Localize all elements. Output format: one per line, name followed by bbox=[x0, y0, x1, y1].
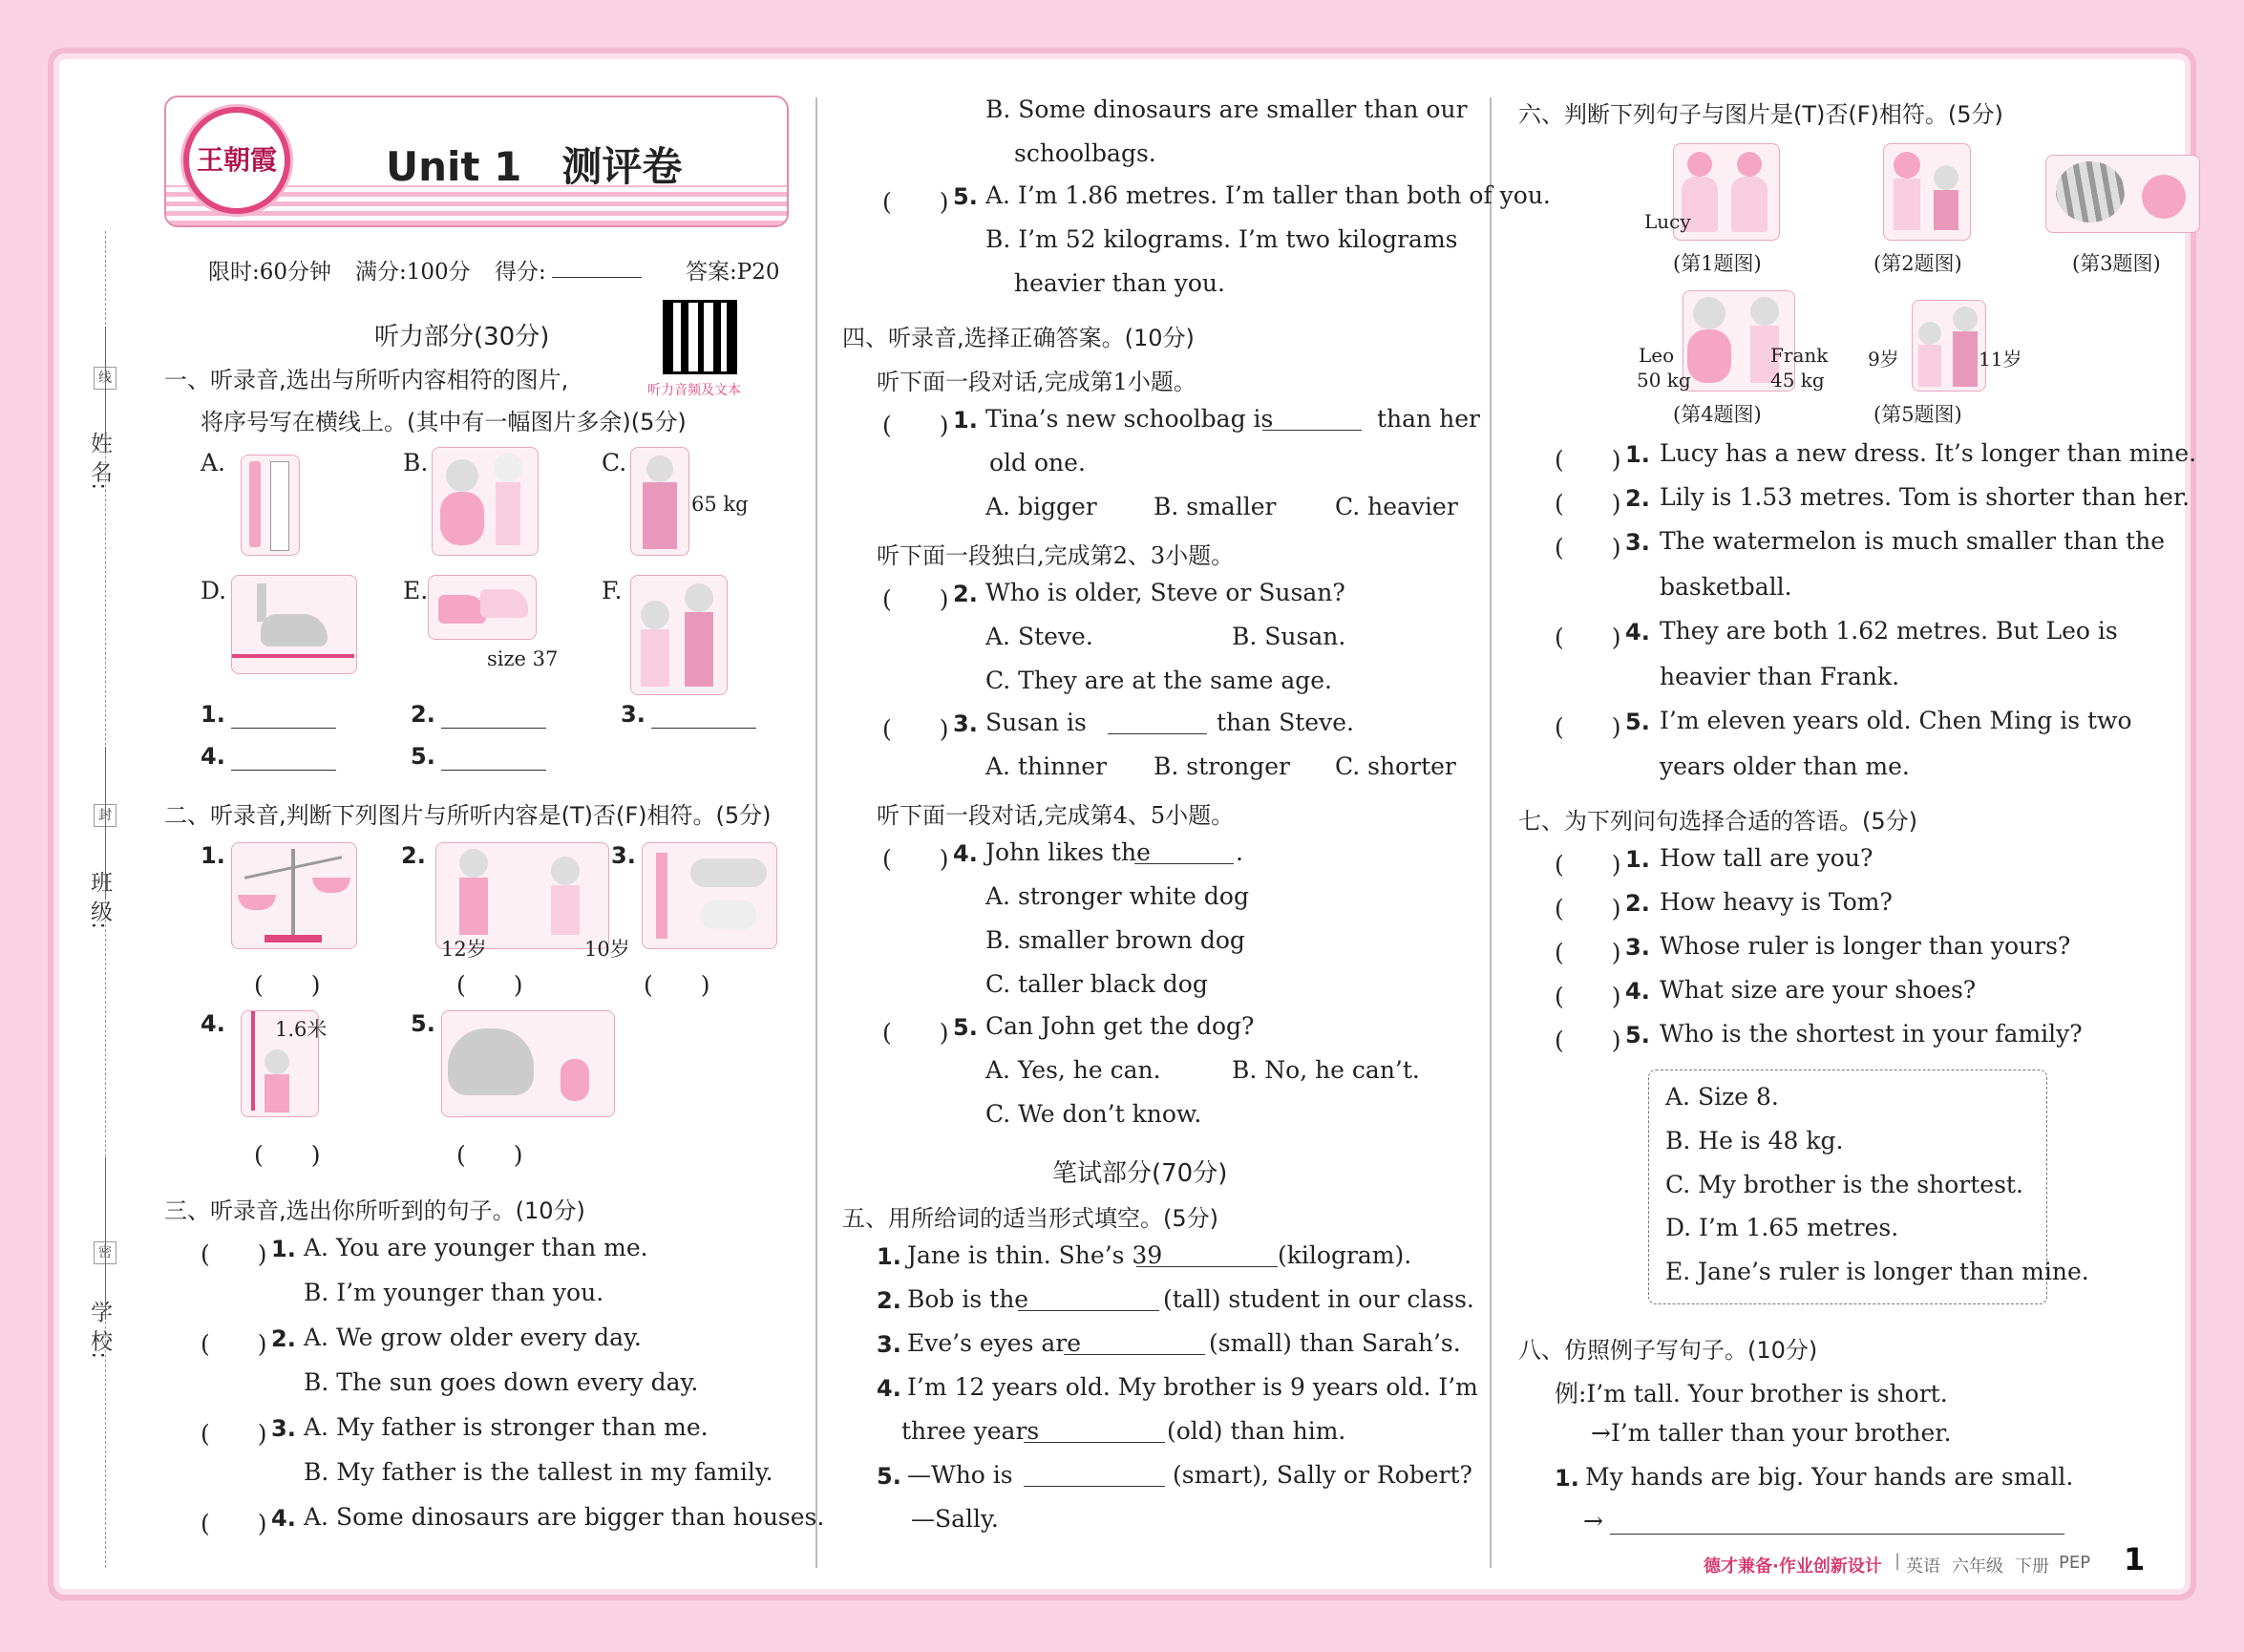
section3-title: 三、听录音,选出你所听到的句子。(10分) bbox=[164, 1197, 585, 1224]
s5-q4-cont-pre: three years bbox=[901, 1417, 1040, 1445]
s4-q4-option-a: A. stronger white dog bbox=[985, 882, 1249, 910]
s1-pic-c-caption: 65 kg bbox=[691, 493, 749, 516]
s7-q3-text: Whose ruler is longer than yours? bbox=[1660, 932, 2071, 960]
s3-num-1: 1. bbox=[271, 1236, 296, 1262]
s3-q2-option-a: A. We grow older every day. bbox=[304, 1324, 642, 1351]
s3-num-4: 4. bbox=[271, 1505, 296, 1532]
s2-paren-5[interactable]: ( ) bbox=[456, 1141, 523, 1169]
s1-answer-blank-4[interactable] bbox=[231, 770, 336, 771]
s5-q1-blank[interactable] bbox=[1136, 1266, 1278, 1267]
s3-q4-option-b-line1: B. Some dinosaurs are smaller than our bbox=[985, 95, 1468, 123]
s6-q4-text-line1: They are both 1.62 metres. But Leo is bbox=[1660, 617, 2118, 645]
s6-num-4: 4. bbox=[1625, 619, 1650, 646]
s1-pic-e-caption: size 37 bbox=[487, 647, 559, 670]
s7-paren-3[interactable]: ( ) bbox=[1555, 939, 1621, 966]
s7-q5-text: Who is the shortest in your family? bbox=[1660, 1020, 2083, 1048]
s6-q4-text-line2: heavier than Frank. bbox=[1660, 663, 1900, 690]
footer-brand: 德才兼备·作业创新设计 bbox=[1704, 1557, 1882, 1577]
s6-num-3: 3. bbox=[1625, 529, 1650, 556]
footer-term: 下册 bbox=[2015, 1557, 2049, 1577]
s3-num-3: 3. bbox=[271, 1415, 296, 1442]
footer-subject: 英语 bbox=[1906, 1557, 1940, 1577]
s5-q2-post: (tall) student in our class. bbox=[1163, 1285, 1474, 1313]
s6-pic1-caption: (第1题图) bbox=[1673, 252, 1762, 275]
shoes-picture bbox=[428, 575, 537, 640]
s5-q5-pre: —Who is bbox=[907, 1461, 1013, 1489]
s4-num-4: 4. bbox=[953, 840, 978, 867]
qr-code[interactable] bbox=[663, 300, 737, 374]
s4-q5-option-c: C. We don’t know. bbox=[985, 1100, 1202, 1128]
s4-q4-blank[interactable] bbox=[1134, 863, 1234, 864]
s1-blank-label-5: 5. bbox=[411, 743, 435, 770]
s4-q4-option-b: B. smaller brown dog bbox=[985, 926, 1245, 954]
column-divider-1 bbox=[815, 97, 817, 1568]
s3-q3-option-a: A. My father is stronger than me. bbox=[304, 1413, 709, 1441]
s6-pic5-caption: (第5题图) bbox=[1874, 403, 1962, 426]
s7-paren-1[interactable]: ( ) bbox=[1555, 851, 1621, 879]
s4-paren-4[interactable]: ( ) bbox=[882, 845, 949, 873]
s2-paren-3[interactable]: ( ) bbox=[644, 971, 710, 999]
s5-q2-blank[interactable] bbox=[1018, 1310, 1159, 1311]
s2-pic2-age-left: 12岁 bbox=[441, 938, 487, 961]
s6-pic4-label-frank: Frank bbox=[1770, 344, 1829, 367]
s4-q5-option-a: A. Yes, he can. bbox=[985, 1056, 1161, 1084]
s3-q3-option-b: B. My father is the tallest in my family. bbox=[304, 1458, 773, 1486]
s5-num-5: 5. bbox=[877, 1463, 901, 1490]
s4-q5-text: Can John get the dog? bbox=[985, 1012, 1255, 1040]
s7-q1-text: How tall are you? bbox=[1660, 844, 1874, 872]
s1-blank-label-3: 3. bbox=[621, 701, 646, 728]
s2-num-2: 2. bbox=[401, 842, 426, 869]
s7-option-e: E. Jane’s ruler is longer than mine. bbox=[1665, 1258, 2089, 1285]
s6-pic3-caption: (第3题图) bbox=[2072, 252, 2161, 275]
s4-q2-option-b: B. Susan. bbox=[1232, 623, 1346, 650]
s5-num-1: 1. bbox=[877, 1243, 901, 1270]
binding-tag-line: 线 bbox=[94, 367, 116, 390]
s3-q5-option-b-line1: B. I’m 52 kilograms. I’m two kilograms bbox=[985, 225, 1458, 253]
s4-q4-period: . bbox=[1236, 838, 1243, 866]
s4-q2-option-c: C. They are at the same age. bbox=[985, 667, 1332, 694]
s7-option-c: C. My brother is the shortest. bbox=[1665, 1171, 2023, 1198]
s8-q1-answer-line[interactable] bbox=[1610, 1534, 2064, 1535]
s7-num-3: 3. bbox=[1625, 934, 1650, 961]
s5-q3-pre: Eve’s eyes are bbox=[907, 1329, 1082, 1357]
s8-q1-arrow: → bbox=[1583, 1507, 1603, 1535]
s3-q5-option-a: A. I’m 1.86 metres. I’m taller than both of you. bbox=[985, 181, 1551, 209]
school-blank-line bbox=[105, 1157, 106, 1320]
footer-edition: PEP bbox=[2059, 1553, 2091, 1573]
s4-intro-1: 听下面一段对话,完成第1小题。 bbox=[877, 369, 1196, 395]
section5-title: 五、用所给词的适当形式填空。(5分) bbox=[842, 1205, 1218, 1232]
written-heading: 笔试部分(70分) bbox=[1052, 1159, 1228, 1188]
s1-answer-blank-3[interactable] bbox=[651, 728, 756, 729]
s5-num-3: 3. bbox=[877, 1331, 901, 1358]
class-label: 班 级: bbox=[87, 871, 112, 930]
s7-paren-2[interactable]: ( ) bbox=[1555, 895, 1621, 922]
s4-q1-text-c: old one. bbox=[989, 449, 1086, 477]
school-label: 学 校: bbox=[87, 1301, 112, 1360]
s6-num-1: 1. bbox=[1625, 441, 1650, 468]
s2-num-3: 3. bbox=[611, 842, 636, 869]
s8-example-line1: 例:I’m tall. Your brother is short. bbox=[1555, 1380, 1948, 1408]
s4-q3-blank[interactable] bbox=[1108, 733, 1207, 734]
logo-text: 王朝霞 bbox=[196, 144, 277, 176]
s3-paren-2[interactable]: ( ) bbox=[201, 1330, 267, 1358]
s7-option-b: B. He is 48 kg. bbox=[1665, 1127, 1844, 1154]
s7-q2-text: How heavy is Tom? bbox=[1660, 888, 1893, 916]
s7-num-5: 5. bbox=[1625, 1022, 1650, 1048]
s6-q3-text-line2: basketball. bbox=[1660, 573, 1792, 601]
s6-paren-2[interactable]: ( ) bbox=[1555, 490, 1621, 518]
title-box bbox=[164, 95, 789, 227]
s6-pic4-caption: (第4题图) bbox=[1673, 403, 1762, 426]
answer-ref: 答案:P20 bbox=[686, 260, 780, 285]
section2-title: 二、听录音,判断下列图片与所听内容是(T)否(F)相符。(5分) bbox=[164, 802, 772, 829]
s3-num-5: 5. bbox=[953, 183, 978, 210]
s1-pic-letter-a: A. bbox=[201, 449, 226, 477]
s4-paren-2[interactable]: ( ) bbox=[882, 585, 949, 613]
s7-option-d: D. I’m 1.65 metres. bbox=[1665, 1214, 1899, 1241]
s6-pic2-children bbox=[1883, 143, 1971, 241]
s3-q1-option-b: B. I’m younger than you. bbox=[304, 1279, 604, 1306]
s4-paren-5[interactable]: ( ) bbox=[882, 1019, 949, 1047]
s3-q4-option-a: A. Some dinosaurs are bigger than houses. bbox=[304, 1503, 825, 1531]
s8-q1-text: My hands are big. Your hands are small. bbox=[1585, 1463, 2074, 1491]
s7-q4-text: What size are your shoes? bbox=[1660, 976, 1977, 1004]
s6-q5-text-line2: years older than me. bbox=[1660, 752, 1910, 780]
s5-num-4: 4. bbox=[877, 1375, 901, 1402]
s6-pic4-label-frank-weight: 45 kg bbox=[1770, 369, 1825, 392]
s4-q1-option-c: C. heavier bbox=[1335, 493, 1458, 520]
s6-pic1-label: Lucy bbox=[1644, 210, 1691, 233]
s3-paren-5[interactable]: ( ) bbox=[882, 188, 949, 216]
s3-paren-4[interactable]: ( ) bbox=[201, 1510, 267, 1537]
full-score: 满分:100分 bbox=[355, 260, 471, 285]
s4-q2-option-a: A. Steve. bbox=[985, 623, 1093, 650]
ruler-pencil-picture bbox=[241, 455, 300, 556]
s5-q3-blank[interactable] bbox=[1064, 1354, 1205, 1355]
s6-q5-text-line1: I’m eleven years old. Chen Ming is two bbox=[1660, 707, 2132, 734]
brand-logo bbox=[183, 107, 290, 214]
time-limit: 限时:60分钟 bbox=[208, 260, 332, 285]
s1-blank-label-4: 4. bbox=[201, 743, 225, 770]
binding-strip bbox=[59, 59, 136, 1589]
s4-paren-1[interactable]: ( ) bbox=[882, 412, 949, 439]
worksheet-page: 姓 名: 班 级: 学 校: 线 封 密 王朝霞 Unit 1 测评卷 限时:60分钟 满分:100分 得分: 答案:P20 听力部分(30分) 听力音频及文本 一、听录音,选出与所听内容相符的图片, 将序号写在横线上。(其中有一幅图片多余)(5分) A. B. C. 65 kg D. E. size 37 F. 1. 2. 3. 4. 5. 二、听录音,判断下列图片与所听内容是(T)否(F)相符。(5分) 1. ( ) 2. 12岁 10岁 ( ) 3. ( ) 4. 1.6米 ( ) 5. ( ) 三、听录音,选出你所听到的句子。(10分) ( ) 1. A. You are younger than me. B. I’m younger than you. ( ) 2. A. We grow older every day. B. The sun goes down every day. ( ) 3. A. My father is stronger than me. B. My father is the tallest in my family. ( ) 4. A. Some dinosaurs are bigger than houses. B. Some dinosaurs are smaller than our schoolbags. ( ) 5. A. I’m 1.86 metres. I’m taller than both of you. B. I’m 52 kilograms. I’m two kilograms heavier than you. 四、听录音,选择正确答案。(10分) 听下面一段对话,完成第1小题。 ( ) 1. Tina’s new schoolbag is than her old one. A. bigger B. smaller C. heavier 听下面一段独白,完成第2、3小题。 ( ) 2. Who is older, Steve or Susan? A. Steve. B. Susan. C. They are at the same age. ( ) 3. Susan is than Steve. A. thinner B. stronger C. shorter 听下面一段对话,完成第4、5小题。 ( ) 4. John likes the . A. stronger white dog B. smaller brown dog C. taller black dog ( ) 5. Can John get the dog? A. Yes, he can. B. No, he can’t. C. We don’t know. 笔试部分(70分) 五、用所给词的适当形式填空。(5分) 1. Jane is thin. She’s 39 (kilogram). 2. Bob is the (tall) student in our class. 3. Eve’s eyes are (small) than Sarah’s. 4. I’m 12 years old. My brother is 9 years old. I’m three years (old) than him. 5. —Who is (smart), Sally or Robert? —Sally. 六、判断下列句子与图片是(T)否(F)相符。(5分) Lucy (第1题图) (第2题图) (第3题图) Leo 50 kg Frank 45 kg (第4题图) 9岁 11岁 (第5题图) ( ) 1. Lucy has a new dress. It’s longer than mine. ( ) 2. Lily is 1.53 metres. Tom is shorter than her. ( ) 3. The watermelon is much smaller than the basketball. ( ) 4. They are both 1.62 metres. But Leo is heavier than Frank. ( ) 5. I’m eleven years old. Chen Ming is two years older than me. 七、为下列问句选择合适的答语。(5分) ( ) 1. How tall are you? ( ) 2. How heavy is Tom? ( ) 3. Whose ruler is longer than yours? ( ) 4. What size are your shoes? ( ) 5. Who is the shortest in your family? A. Size 8. B. He is 48 kg. C. My brother is the shortest. D. I’m 1.65 metres. E. Jane’s ruler is longer than mine. 八、仿照例子写句子。(10分) 例:I’m tall. Your brother is short. →I’m taller than your brother. 1. My hands are big. Your hands are small. → 德才兼备·作业创新设计 | 英语 六年级 下册 PEP 1 bbox=[59, 59, 2185, 1589]
s6-pic5-boys bbox=[1912, 300, 1986, 392]
s1-pic-letter-f: F. bbox=[602, 577, 623, 604]
s1-pic-letter-b: B. bbox=[403, 449, 429, 477]
s6-num-2: 2. bbox=[1625, 485, 1650, 512]
s5-q4-blank[interactable] bbox=[1024, 1442, 1165, 1443]
s2-paren-2[interactable]: ( ) bbox=[456, 971, 523, 999]
s4-num-5: 5. bbox=[953, 1014, 978, 1041]
s4-q2-text: Who is older, Steve or Susan? bbox=[985, 579, 1345, 606]
class-blank-line bbox=[105, 747, 106, 900]
s1-answer-blank-2[interactable] bbox=[441, 728, 546, 729]
s4-q3-option-a: A. thinner bbox=[985, 752, 1108, 780]
s7-option-a: A. Size 8. bbox=[1665, 1083, 1779, 1111]
s2-num-1: 1. bbox=[201, 842, 225, 869]
s7-num-1: 1. bbox=[1625, 846, 1650, 873]
section6-title: 六、判断下列句子与图片是(T)否(F)相符。(5分) bbox=[1518, 101, 2003, 128]
s7-num-2: 2. bbox=[1625, 890, 1650, 917]
s1-answer-blank-1[interactable] bbox=[231, 728, 336, 729]
section7-title: 七、为下列问句选择合适的答语。(5分) bbox=[1518, 808, 1917, 835]
s6-pic4-label-leo: Leo bbox=[1639, 344, 1675, 367]
s4-q4-text: John likes the bbox=[985, 838, 1151, 866]
footer-grade: 六年级 bbox=[1952, 1557, 2003, 1577]
s6-pic3-watermelon-ball bbox=[2045, 155, 2200, 233]
s6-pic4-label-leo-weight: 50 kg bbox=[1637, 369, 1691, 392]
s5-q5-blank[interactable] bbox=[1024, 1486, 1165, 1487]
section4-title: 四、听录音,选择正确答案。(10分) bbox=[842, 325, 1195, 351]
s5-q4-pre: I’m 12 years old. My brother is 9 years old. I’m bbox=[907, 1373, 1478, 1401]
s3-q2-option-b: B. The sun goes down every day. bbox=[304, 1368, 699, 1396]
s4-num-2: 2. bbox=[953, 581, 978, 607]
score-label: 得分: bbox=[495, 260, 546, 285]
s4-q4-option-c: C. taller black dog bbox=[985, 970, 1208, 998]
s3-q4-option-b-line2: schoolbags. bbox=[1014, 139, 1156, 167]
dinosaur-picture bbox=[231, 575, 357, 674]
s4-q3-text-a: Susan is bbox=[985, 709, 1087, 736]
s4-q1-option-b: B. smaller bbox=[1154, 493, 1277, 520]
s2-pic2-age-right: 10岁 bbox=[584, 938, 630, 961]
s3-q1-option-a: A. You are younger than me. bbox=[304, 1234, 648, 1261]
binding-tag-seal: 封 bbox=[94, 804, 116, 827]
s2-paren-1[interactable]: ( ) bbox=[254, 971, 321, 999]
s6-num-5: 5. bbox=[1625, 709, 1650, 735]
s3-paren-3[interactable]: ( ) bbox=[201, 1420, 267, 1448]
elephant-monkey-picture bbox=[441, 1010, 615, 1117]
s3-q5-option-b-line2: heavier than you. bbox=[1014, 269, 1225, 297]
s5-q5-post: (smart), Sally or Robert? bbox=[1173, 1461, 1472, 1489]
s4-paren-3[interactable]: ( ) bbox=[882, 715, 949, 743]
binding-tag-secret: 密 bbox=[94, 1241, 116, 1264]
s4-num-3: 3. bbox=[953, 710, 978, 737]
s4-q1-text-a: Tina’s new schoolbag is bbox=[985, 405, 1274, 433]
score-blank[interactable] bbox=[552, 277, 642, 278]
s6-pic5-age-right: 11岁 bbox=[1979, 348, 2022, 371]
name-label: 姓 名: bbox=[87, 432, 112, 491]
qr-caption: 听力音频及文本 bbox=[647, 383, 741, 398]
s5-q5-answer: —Sally. bbox=[911, 1505, 999, 1533]
s6-paren-3[interactable]: ( ) bbox=[1555, 534, 1621, 561]
s8-example-line2: →I’m taller than your brother. bbox=[1591, 1419, 1952, 1447]
page-number: 1 bbox=[2124, 1541, 2146, 1578]
s6-pic5-age-left: 9岁 bbox=[1868, 348, 1899, 371]
boy-girl-picture bbox=[432, 447, 539, 556]
s2-pic4-height: 1.6米 bbox=[275, 1018, 328, 1041]
s4-q3-option-b: B. stronger bbox=[1154, 752, 1290, 780]
two-boys-picture bbox=[630, 575, 728, 695]
s6-pic2-caption: (第2题图) bbox=[1874, 252, 1962, 275]
s2-num-5: 5. bbox=[411, 1010, 435, 1037]
scale-picture bbox=[231, 842, 357, 949]
s4-q5-option-b: B. No, he can’t. bbox=[1232, 1056, 1420, 1084]
s6-paren-4[interactable]: ( ) bbox=[1555, 624, 1621, 651]
section1-title-line1: 一、听录音,选出与所听内容相符的图片, bbox=[164, 367, 569, 393]
section1-title-line2: 将序号写在横线上。(其中有一幅图片多余)(5分) bbox=[201, 409, 687, 435]
man-picture bbox=[630, 447, 689, 556]
s1-pic-letter-d: D. bbox=[201, 577, 227, 604]
s6-paren-5[interactable]: ( ) bbox=[1555, 713, 1621, 741]
listening-heading: 听力部分(30分) bbox=[374, 323, 550, 351]
s2-paren-4[interactable]: ( ) bbox=[254, 1141, 321, 1169]
s1-answer-blank-5[interactable] bbox=[441, 770, 546, 771]
s5-q2-pre: Bob is the bbox=[907, 1285, 1029, 1313]
s3-num-2: 2. bbox=[271, 1325, 296, 1352]
s4-q3-option-c: C. shorter bbox=[1335, 752, 1456, 780]
s5-q1-post: (kilogram). bbox=[1278, 1241, 1412, 1269]
giraffe-picture bbox=[642, 842, 777, 949]
s4-intro-3: 听下面一段对话,完成第4、5小题。 bbox=[877, 802, 1235, 829]
s5-num-2: 2. bbox=[877, 1287, 901, 1314]
s6-paren-1[interactable]: ( ) bbox=[1555, 446, 1621, 474]
s1-pic-letter-e: E. bbox=[403, 577, 429, 604]
section8-title: 八、仿照例子写句子。(10分) bbox=[1518, 1337, 1818, 1364]
name-blank-line bbox=[105, 327, 106, 441]
s4-intro-2: 听下面一段独白,完成第2、3小题。 bbox=[877, 542, 1235, 569]
s1-pic-letter-c: C. bbox=[602, 449, 627, 477]
page-title: Unit 1 测评卷 bbox=[386, 143, 683, 190]
s6-q2-text: Lily is 1.53 metres. Tom is shorter than her. bbox=[1660, 483, 2191, 511]
s4-num-1: 1. bbox=[953, 407, 978, 434]
s7-paren-5[interactable]: ( ) bbox=[1555, 1027, 1621, 1054]
column-divider-2 bbox=[1490, 97, 1492, 1568]
s6-q1-text: Lucy has a new dress. It’s longer than mine. bbox=[1660, 439, 2197, 467]
s5-q1-pre: Jane is thin. She’s 39 bbox=[907, 1241, 1163, 1269]
s4-q1-option-a: A. bigger bbox=[985, 493, 1097, 520]
s1-blank-label-2: 2. bbox=[411, 701, 435, 728]
s8-num-1: 1. bbox=[1555, 1465, 1579, 1492]
s4-q1-blank[interactable] bbox=[1262, 430, 1362, 431]
s4-q3-text-b: than Steve. bbox=[1217, 709, 1354, 736]
s7-num-4: 4. bbox=[1625, 978, 1650, 1005]
s5-q3-post: (small) than Sarah’s. bbox=[1209, 1329, 1461, 1357]
s5-q4-post: (old) than him. bbox=[1167, 1417, 1346, 1445]
s3-paren-1[interactable]: ( ) bbox=[201, 1240, 267, 1268]
s1-blank-label-1: 1. bbox=[201, 701, 225, 728]
s6-q3-text-line1: The watermelon is much smaller than the bbox=[1660, 527, 2166, 555]
s2-num-4: 4. bbox=[201, 1010, 225, 1037]
s4-q1-text-b: than her bbox=[1377, 405, 1480, 433]
s7-paren-4[interactable]: ( ) bbox=[1555, 983, 1621, 1010]
